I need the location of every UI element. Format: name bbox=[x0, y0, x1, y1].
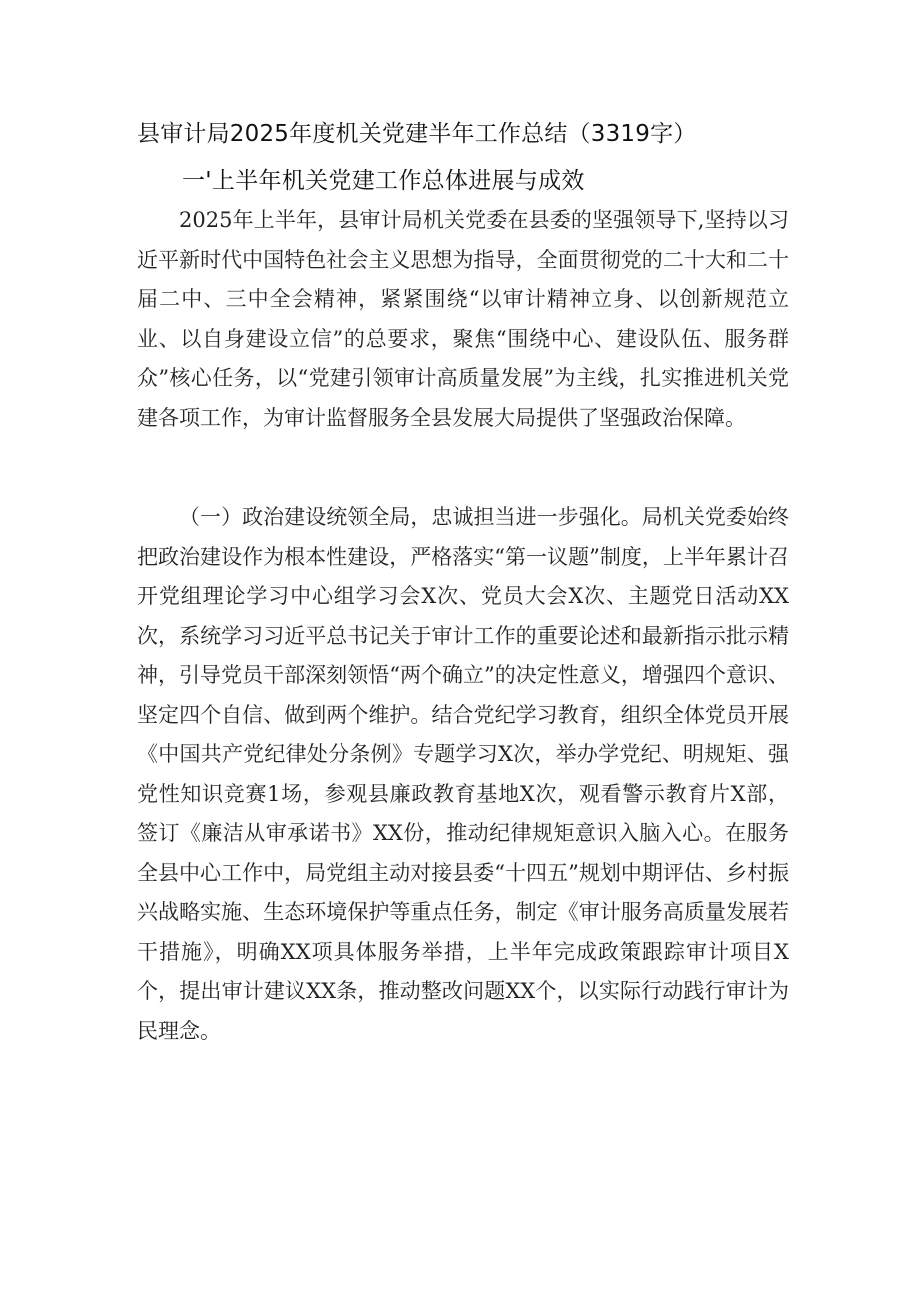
paragraph-political-construction: （一）政治建设统领全局，忠诚担当进一步强化。局机关党委始终把政治建设作为根本性建设，严格落实“第一议题”制度，上半年累计召开党组理论学习中心组学习会X次、党员大会X次、主题党日活动XX次，系统学习习近平总书记关于审计工作的重要论述和最新指示批示精神，引导党员干部深刻领悟“两个确立”的决定性意义，增强四个意识、坚定四个自信、做到两个维护。结合党纪学习教育，组织全体党员开展《中国共产党纪律处分条例》专题学习X次，举办学党纪、明规矩、强党性知识竞赛1场，参观县廉政教育基地X次，观看警示教育片X部，签订《廉洁从审承诺书》XX份，推动纪律规矩意识入脑入心。在服务全县中心工作中，局党组主动对接县委“十四五”规划中期评估、乡村振兴战略实施、生态环境保护等重点任务，制定《审计服务高质量发展若干措施》，明确XX项具体服务举措，上半年完成政策跟踪审计项目X个，提出审计建议XX条，推动整改问题XX个，以实际行动践行审计为民理念。 bbox=[137, 505, 789, 1043]
section-heading: 一'上半年机关党建工作总体进展与成效 bbox=[182, 168, 585, 194]
document-title: 县审计局2025年度机关党建半年工作总结（3319字） bbox=[137, 121, 697, 147]
paragraph-overview: 2025年上半年，县审计局机关党委在县委的坚强领导下,坚持以习近平新时代中国特色社会主义思想为指导，全面贯彻党的二十大和二十届二中、三中全会精神，紧紧围绕“以审计精神立身、以创新规范立业、以自身建设立信”的总要求，聚焦“围绕中心、建设队伍、服务群众”核心任务，以“党建引领审计高质量发展”为主线，扎实推进机关党建各项工作，为审计监督服务全县发展大局提供了坚强政治保障。 bbox=[137, 208, 789, 430]
